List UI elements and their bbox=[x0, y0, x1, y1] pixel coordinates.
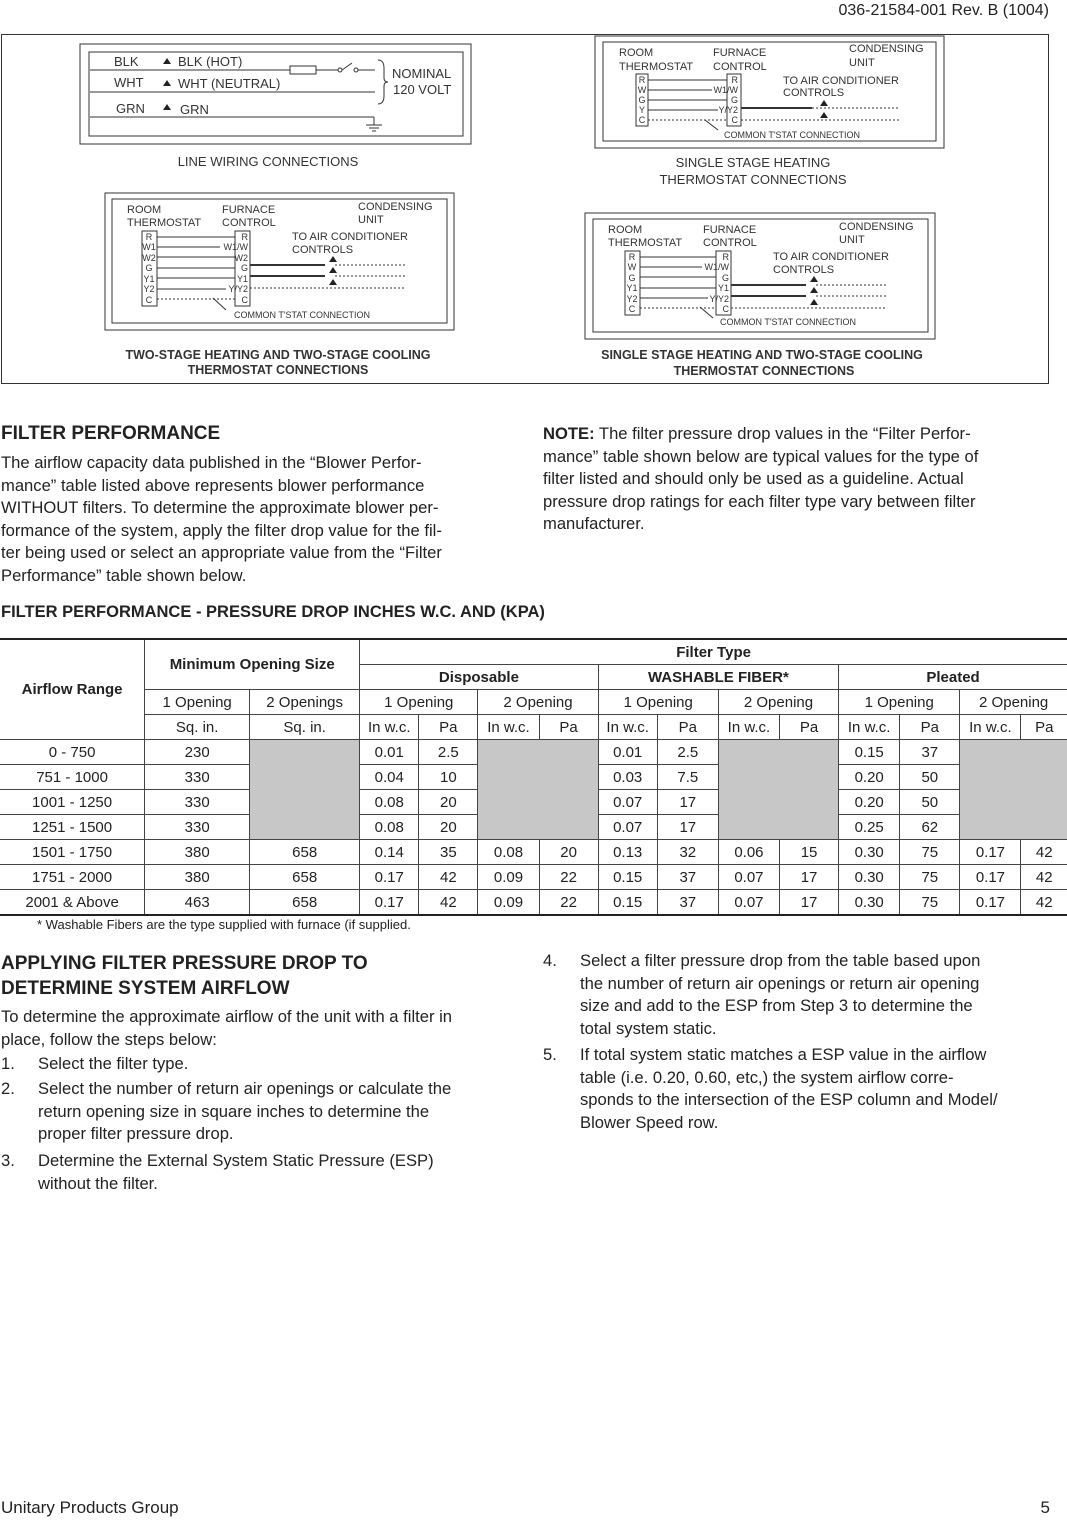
footer-company: Unitary Products Group bbox=[1, 1498, 179, 1517]
svg-text:THERMOSTAT: THERMOSTAT bbox=[608, 237, 683, 249]
single-heat-caption-1: SINGLE STAGE HEATING bbox=[675, 155, 831, 170]
filter-performance-heading: FILTER PERFORMANCE bbox=[1, 423, 221, 444]
svg-text:CONTROL: CONTROL bbox=[703, 237, 757, 249]
header-airflow-range: Airflow Range bbox=[0, 639, 145, 740]
svg-text:W: W bbox=[637, 85, 647, 95]
svg-text:THERMOSTAT: THERMOSTAT bbox=[127, 217, 202, 229]
wire-label-neutral: WHT (NEUTRAL) bbox=[178, 76, 281, 91]
svg-text:Y2: Y2 bbox=[143, 284, 155, 294]
document-revision: 036-21584-001 Rev. B (1004) bbox=[838, 2, 1049, 19]
header-min-opening: Minimum Opening Size bbox=[145, 639, 360, 690]
two-stage-caption-1: TWO-STAGE HEATING AND TWO-STAGE COOLING bbox=[125, 348, 431, 362]
header-filter-type: Filter Type bbox=[360, 639, 1067, 665]
svg-text:G: G bbox=[240, 263, 248, 273]
wire-grn: GRN bbox=[116, 101, 145, 116]
single-stage-heating-diagram bbox=[595, 36, 944, 187]
single-heat-caption-2: THERMOSTAT CONNECTIONS bbox=[659, 172, 847, 187]
svg-text:UNIT: UNIT bbox=[358, 214, 384, 226]
svg-text:Y/Y2: Y/Y2 bbox=[718, 105, 738, 115]
svg-text:R: R bbox=[722, 252, 729, 262]
svg-text:COMMON T'STAT CONNECTION: COMMON T'STAT CONNECTION bbox=[720, 317, 857, 327]
svg-text:R: R bbox=[628, 252, 636, 262]
furnace-label: FURNACE bbox=[713, 47, 767, 59]
svg-text:W1/W: W1/W bbox=[223, 242, 248, 252]
svg-text:C: C bbox=[145, 295, 153, 305]
svg-text:ROOM: ROOM bbox=[127, 204, 162, 216]
svg-text:CONDENSING: CONDENSING bbox=[358, 201, 433, 213]
page-number: 5 bbox=[1040, 1498, 1050, 1517]
applying-heading: APPLYING FILTER PRESSURE DROP TO DETERMINE SYSTEM AIRFLOW bbox=[1, 953, 368, 999]
svg-text:FURNACE: FURNACE bbox=[222, 204, 276, 216]
ac-label: TO AIR CONDITIONER bbox=[783, 75, 899, 87]
svg-text:C: C bbox=[638, 115, 646, 125]
svg-text:W1/W: W1/W bbox=[713, 85, 738, 95]
two-stage-caption-2: THERMOSTAT CONNECTIONS bbox=[187, 363, 369, 377]
svg-text:CONDENSING: CONDENSING bbox=[839, 221, 914, 233]
line-wiring-diagram bbox=[80, 44, 471, 169]
line-wiring-caption: LINE WIRING CONNECTIONS bbox=[177, 154, 359, 169]
svg-text:W2: W2 bbox=[142, 253, 156, 263]
table-row: 1501 - 1750 380 658 0.14 35 0.08 20 0.13 32 0.06 15 0.30 75 0.17 42 bbox=[0, 840, 1067, 865]
svg-text:C: C bbox=[241, 295, 248, 305]
svg-text:R: R bbox=[638, 75, 646, 85]
svg-text:TO AIR CONDITIONER: TO AIR CONDITIONER bbox=[773, 251, 889, 263]
filter-performance-table: Airflow Range Minimum Opening Size Filter Type Disposable WASHABLE FIBER* Pleated 1 Opening 2 Openings 1 Opening 2 Opening 1 Opening 2 Opening 1 Opening 2 Opening Sq. in. Sq. in. In w.c. Pa In w.c. Pa In w.c. Pa In w.c. Pa In w.c. Pa In w.c. Pa 0 - 750 230 0.01 2.5 0.01 2.5 0.15 37 751 - 1000 330 0.04 10 0.03 7.5 0.20 50 1001 - 1250 330 0.08 20 0.07 17 0.20 50 1251 - 1500 330 0.08 20 0.07 17 0.25 62 1501 - 1750 380 658 0.14 35 0.08 20 0.13 32 0.06 15 0.30 75 0.17 42 1751 - 2000 380 658 0.17 42 0.09 22 0.15 37 0.07 17 0.30 75 0.17 42 2001 & Above 463 658 0.17 42 0.09 22 0.15 37 0.07 17 0.30 75 0.17 42 bbox=[0, 638, 1067, 916]
svg-text:Y1: Y1 bbox=[143, 274, 155, 284]
table-row: 2001 & Above 463 658 0.17 42 0.09 22 0.15 37 0.07 17 0.30 75 0.17 42 bbox=[0, 890, 1067, 916]
table-row: 1751 - 2000 380 658 0.17 42 0.09 22 0.15 37 0.07 17 0.30 75 0.17 42 bbox=[0, 865, 1067, 890]
filter-note: NOTE: The filter pressure drop values in the “Filter Perfor- mance” table shown below are typical values for the type of filter listed and should only be used as a guideline. Actual pressure drop ratings for each filter type vary between filter manufacturer. bbox=[543, 424, 979, 533]
thermostat-label: THERMOSTAT bbox=[619, 61, 694, 73]
single-two-caption-1: SINGLE STAGE HEATING AND TWO-STAGE COOLING bbox=[601, 348, 923, 362]
table-title: FILTER PERFORMANCE - PRESSURE DROP INCHES W.C. AND (KPA) bbox=[1, 603, 545, 621]
filter-performance-body: The airflow capacity data published in the “Blower Perfor- mance” table listed above represents blower performance WITHOUT filters. To determine the approximate blower per- formance of the system, apply the filter drop value for the fil- ter being used or select an appropriate value from the “Filter Performance” table shown below. bbox=[1, 453, 442, 585]
single-two-caption-2: THERMOSTAT CONNECTIONS bbox=[673, 364, 855, 378]
table-row: 0 - 750 230 0.01 2.5 0.01 2.5 0.15 37 bbox=[0, 740, 1067, 765]
svg-text:G: G bbox=[628, 273, 636, 283]
control-label: CONTROL bbox=[713, 61, 767, 73]
svg-text:Y2: Y2 bbox=[626, 294, 638, 304]
note-label: NOTE: bbox=[543, 424, 595, 443]
common-connection-label: COMMON T'STAT CONNECTION bbox=[724, 130, 861, 140]
svg-text:CONTROL: CONTROL bbox=[222, 217, 276, 229]
room-label: ROOM bbox=[619, 47, 654, 59]
svg-text:C: C bbox=[722, 304, 729, 314]
header-pleated: Pleated bbox=[839, 665, 1067, 690]
svg-text:R: R bbox=[145, 232, 153, 242]
header-washable: WASHABLE FIBER* bbox=[598, 665, 838, 690]
svg-text:W1/W: W1/W bbox=[704, 262, 729, 272]
condensing-label: CONDENSING bbox=[849, 43, 924, 55]
wiring-diagrams bbox=[0, 0, 1067, 400]
voltage-label: 120 VOLT bbox=[393, 82, 452, 97]
wire-wht: WHT bbox=[114, 75, 144, 90]
table-row: 751 - 1000 330 0.04 10 0.03 7.5 0.20 50 bbox=[0, 765, 1067, 790]
svg-text:W: W bbox=[627, 262, 637, 272]
table-row: 1001 - 1250 330 0.08 20 0.07 17 0.20 50 bbox=[0, 790, 1067, 815]
svg-text:G: G bbox=[638, 95, 646, 105]
svg-text:COMMON T'STAT CONNECTION: COMMON T'STAT CONNECTION bbox=[234, 310, 371, 320]
svg-text:G: G bbox=[730, 95, 738, 105]
unit-label: UNIT bbox=[849, 57, 875, 69]
svg-text:Y: Y bbox=[638, 105, 646, 115]
svg-text:W1: W1 bbox=[142, 242, 156, 252]
svg-text:R: R bbox=[241, 232, 248, 242]
svg-text:W2: W2 bbox=[234, 253, 248, 263]
wire-label-hot: BLK (HOT) bbox=[178, 54, 243, 69]
two-stage-diagram bbox=[105, 193, 454, 377]
svg-text:C: C bbox=[628, 304, 636, 314]
svg-text:UNIT: UNIT bbox=[839, 234, 865, 246]
svg-text:Y1: Y1 bbox=[236, 274, 248, 284]
svg-text:G: G bbox=[721, 273, 729, 283]
wire-label-ground: GRN bbox=[180, 102, 209, 117]
svg-text:FURNACE: FURNACE bbox=[703, 224, 757, 236]
svg-text:TO AIR CONDITIONER: TO AIR CONDITIONER bbox=[292, 231, 408, 243]
table-row: 1251 - 1500 330 0.08 20 0.07 17 0.25 62 bbox=[0, 815, 1067, 840]
svg-text:CONTROLS: CONTROLS bbox=[773, 264, 835, 276]
header-disposable: Disposable bbox=[360, 665, 598, 690]
single-heat-two-cool-diagram bbox=[585, 213, 935, 378]
svg-text:Y1: Y1 bbox=[717, 283, 729, 293]
svg-text:ROOM: ROOM bbox=[608, 224, 643, 236]
svg-text:R: R bbox=[731, 75, 738, 85]
svg-text:G: G bbox=[145, 263, 153, 273]
ac-controls-label: CONTROLS bbox=[783, 87, 845, 99]
table-footnote: * Washable Fibers are the type supplied with furnace (if supplied. bbox=[37, 917, 411, 932]
svg-text:CONTROLS: CONTROLS bbox=[292, 244, 354, 256]
svg-text:Y/Y2: Y/Y2 bbox=[228, 284, 248, 294]
svg-text:Y1: Y1 bbox=[626, 283, 638, 293]
svg-text:C: C bbox=[731, 115, 738, 125]
wire-blk: BLK bbox=[114, 54, 139, 69]
nominal-label: NOMINAL bbox=[392, 66, 452, 81]
applying-intro: To determine the approximate airflow of the unit with a filter in place, follow the steps below: bbox=[1, 1007, 453, 1049]
svg-text:Y/Y2: Y/Y2 bbox=[709, 294, 729, 304]
